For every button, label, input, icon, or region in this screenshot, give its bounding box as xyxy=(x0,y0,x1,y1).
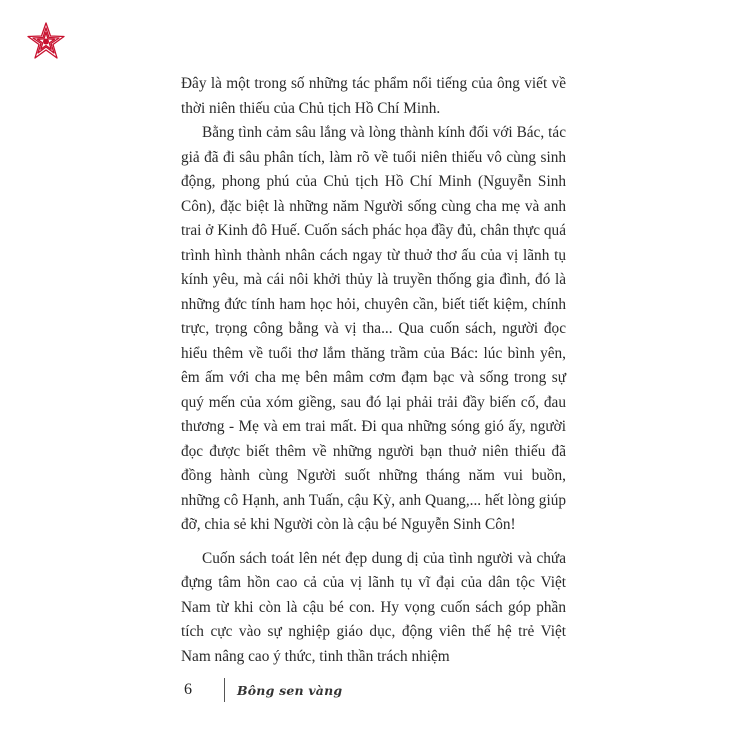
footer-divider xyxy=(224,678,225,702)
page-footer xyxy=(184,676,342,704)
paragraph: Cuốn sách toát lên nét đẹp dung dị của tình người và chứa đựng tâm hồn cao cả của vị lãnh tụ vĩ đại của dân tộc Việt Nam từ khi còn là cậu bé con. Hy vọng cuốn sách góp phần tích cực vào sự nghiệp giáo dục, động viên thế hệ trẻ Việt Nam nâng cao ý thức, tinh thần trách nhiệm xyxy=(181,549,566,665)
red-star-flower-logo-icon xyxy=(24,20,68,64)
body-text xyxy=(181,72,566,669)
page-number: 6 xyxy=(184,681,192,698)
paragraph: Bằng tình cảm sâu lắng và lòng thành kính đối với Bác, tác giả đã đi sâu phân tích, làm rõ về tuổi niên thiếu vô cùng sinh động, phong phú của Chủ tịch Hồ Chí Minh (Nguyễn Sinh Côn), đặc biệt là những năm Người sống cùng cha mẹ và anh trai ở Kinh đô Huế. Cuốn sách phác họa đầy đủ, chân thực quá trình hình thành nhân cách ngay từ thuở thơ ấu của vị lãnh tụ kính yêu, mà cái nôi khởi thủy là truyền thống gia đình, đó là những đức tính ham học hỏi, chuyên cần, biết tiết kiệm, chính trực, trọng công bằng và vị tha... Qua cuốn sách, người đọc hiểu thêm về tuổi thơ lắm thăng trầm của Bác: lúc bình yên, êm ấm với cha mẹ bên mâm cơm đạm bạc và sống trong sự quý mến của xóm giềng, sau đó lại phải trải đầy biến cố, đau thương - Mẹ và em trai mất. Đi qua những sóng gió ấy, người đọc được biết thêm về những người bạn thuở niên thiếu đã đồng hành cùng Người suốt những tháng năm vui buồn, những cô Hạnh, anh Tuấn, cậu Kỳ, anh Quang,... hết lòng giúp đỡ, chia sẻ khi Người còn là cậu bé Nguyễn Sinh Côn! xyxy=(181,124,566,533)
paragraph: Đây là một trong số những tác phẩm nổi tiếng của ông viết về thời niên thiếu của Chủ tịch Hồ Chí Minh. xyxy=(181,75,566,117)
series-title: Bông sen vàng xyxy=(237,682,343,698)
